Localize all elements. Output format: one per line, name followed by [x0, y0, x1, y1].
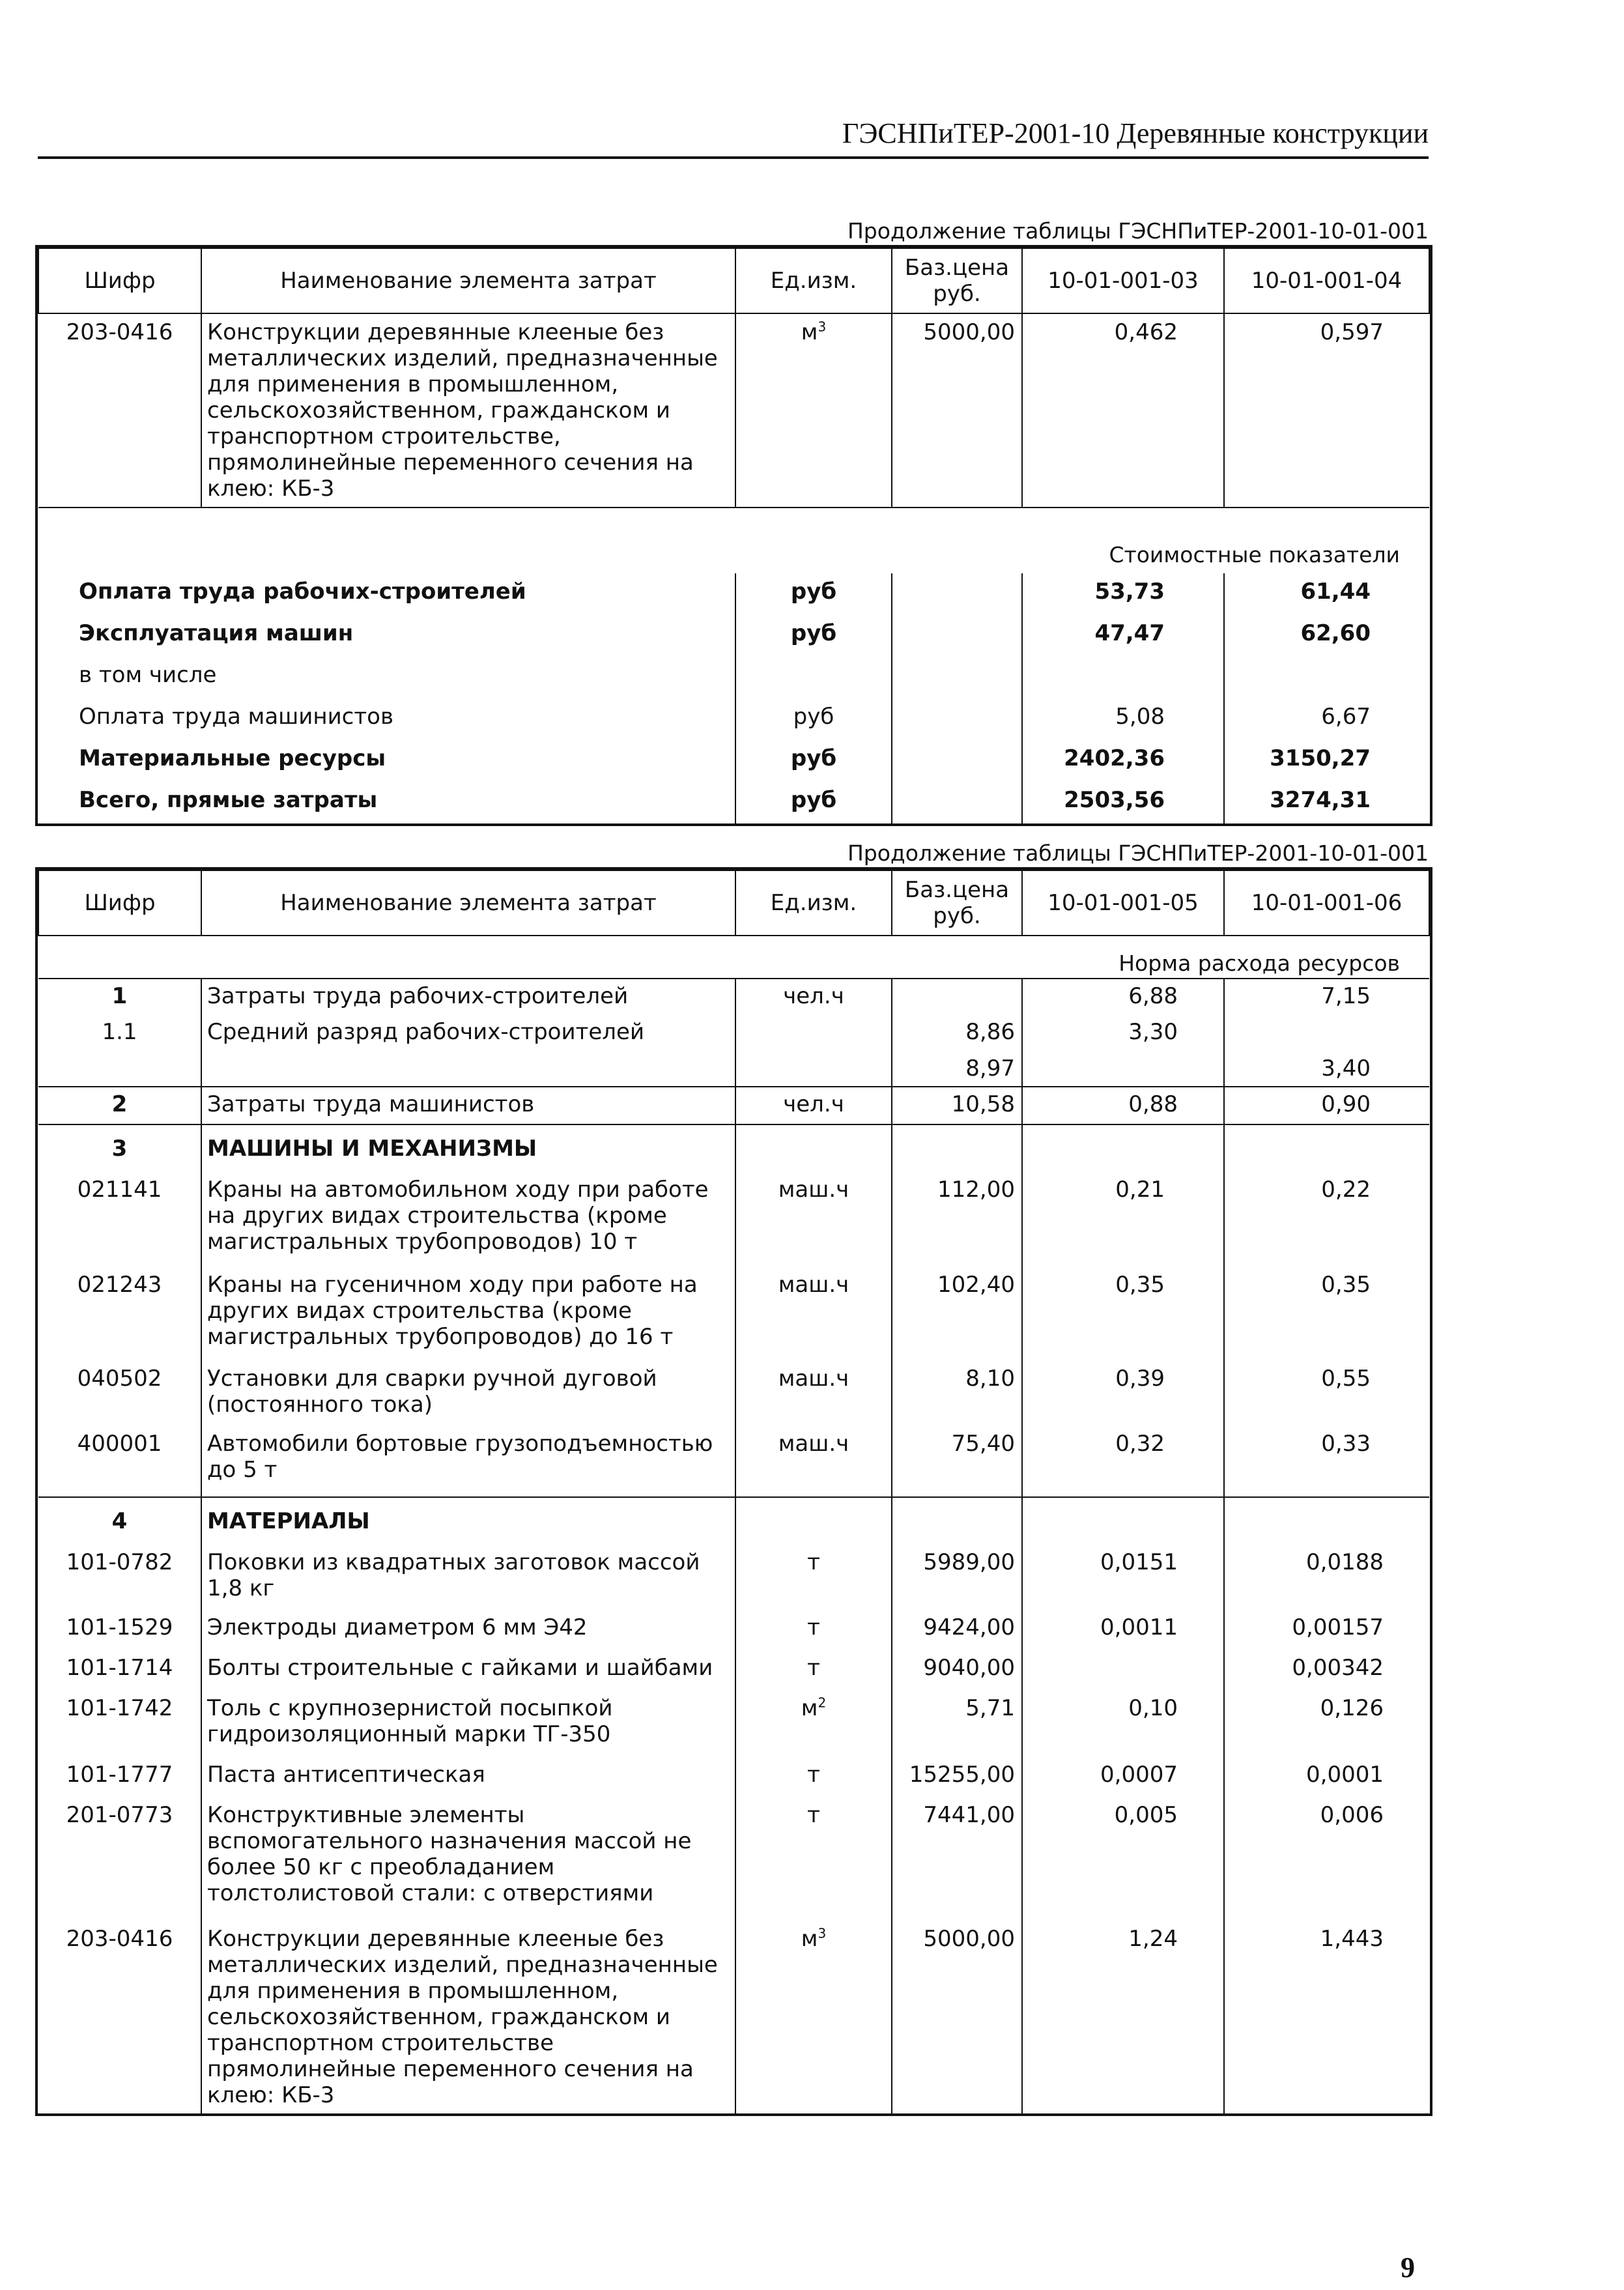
running-head: ГЭСНПиТЕР-2001-10 Деревянные конструкции [38, 111, 1429, 159]
table-row [38, 698, 1429, 740]
row-v1: 3,30 [1022, 1015, 1224, 1052]
row-price: 112,00 [892, 1171, 1022, 1267]
unit-superscript: 3 [818, 1925, 827, 1941]
row-v2: 0,0188 [1224, 1544, 1429, 1609]
row-price: 102,40 [892, 1267, 1022, 1360]
table-row [38, 979, 1429, 1015]
row-v1: 0,0151 [1022, 1544, 1224, 1609]
row-v1 [1022, 1650, 1224, 1690]
row-code: 201-0773 [66, 1802, 173, 1828]
row-name: Установки для сварки ручной дуговой (постоянного тока) [201, 1360, 735, 1425]
row-price: 8,97 [892, 1052, 1022, 1087]
empty-cell [1224, 1497, 1429, 1544]
table2-header-row [38, 870, 1429, 936]
row-code: 1.1 [102, 1019, 137, 1045]
table-row [38, 1756, 1429, 1797]
page-number: 9 [1401, 2252, 1415, 2283]
row-v2: 7,15 [1224, 979, 1429, 1015]
cost-unit: руб [735, 740, 892, 782]
unit-text: т [807, 1655, 820, 1681]
cost-label: в том числе [79, 662, 217, 688]
row-v2: 0,597 [1224, 313, 1429, 508]
table-row [38, 1797, 1429, 1921]
row-unit: чел.ч [735, 979, 892, 1015]
row-price [892, 979, 1022, 1015]
row-v1: 0,35 [1022, 1267, 1224, 1360]
row-unit [735, 1690, 892, 1756]
cost-unit: руб [735, 782, 892, 823]
row-code: 101-0782 [66, 1549, 173, 1575]
row-name: Краны на гусеничном ходу при работе на других видах строительства (кроме магистральных трубопроводов) до 16 т [201, 1267, 735, 1360]
row-code: 203-0416 [66, 319, 173, 345]
table-row [38, 1052, 1429, 1087]
row-name: Болты строительные с гайками и шайбами [201, 1650, 735, 1690]
row-code: 021243 [77, 1272, 162, 1298]
row-price: 5000,00 [892, 313, 1022, 508]
cost-v1: 5,08 [1022, 698, 1224, 740]
row-code: 021141 [77, 1177, 162, 1203]
col-header-price: Баз.цена руб. [892, 248, 1022, 313]
cost-label: Материальные ресурсы [79, 745, 386, 771]
cost-v1: 2503,56 [1022, 782, 1224, 823]
section-row [38, 936, 1429, 979]
cost-v1: 2402,36 [1022, 740, 1224, 782]
section-title: МАТЕРИАЛЫ [201, 1497, 735, 1544]
table1-header-row [38, 248, 1429, 313]
table2 [38, 870, 1430, 2113]
empty-cell [735, 1124, 892, 1171]
row-code: 101-1529 [66, 1614, 173, 1640]
row-name: Конструкции деревянные клееные без металлических изделий, предназначенные для применения в промышленном, сельскохозяйственном, гражданском и транспортном строительстве прямолинейные переменного сечения на клею: КБ-3 [201, 1921, 735, 2113]
cost-label: Оплата труда машинистов [79, 704, 394, 730]
table-row [38, 573, 1429, 615]
row-unit [735, 1756, 892, 1797]
unit-text: т [807, 1762, 820, 1788]
table-row [38, 1921, 1429, 2113]
unit-text: м [801, 319, 818, 345]
table2-caption: Продолжение таблицы ГЭСНПиТЕР-2001-10-01-001 [847, 840, 1429, 866]
table1-caption: Продолжение таблицы ГЭСНПиТЕР-2001-10-01-001 [847, 218, 1429, 244]
cost-price [892, 740, 1022, 782]
row-v2: 0,00342 [1224, 1650, 1429, 1690]
cost-price [892, 698, 1022, 740]
row-v1: 0,32 [1022, 1425, 1224, 1497]
row-name: Толь с крупнозернистой посыпкой гидроизоляционный марки ТГ-350 [201, 1690, 735, 1756]
row-name: Затраты труда машинистов [201, 1087, 735, 1124]
unit-text: м [801, 1695, 818, 1721]
cost-unit: руб [735, 573, 892, 615]
section-code: 3 [111, 1136, 128, 1162]
row-code: 2 [38, 1087, 201, 1124]
row-name: Автомобили бортовые грузоподъемностью до 5 т [201, 1425, 735, 1497]
row-name: Конструктивные элементы вспомогательного назначения массой не более 50 кг с преобладанием толстолистовой стали: с отверстиями [201, 1797, 735, 1921]
col-header-price: Баз.цена руб. [892, 870, 1022, 936]
col-header-code: Шифр [38, 248, 201, 313]
cost-v2: 3150,27 [1224, 740, 1429, 782]
row-name: Конструкции деревянные клееные без металлических изделий, предназначенные для применения в промышленном, сельскохозяйственном, гражданском и транспортном строительстве, прямолинейные переменного сечения на клею: КБ-3 [201, 313, 735, 508]
row-unit [735, 1544, 892, 1609]
cost-unit: руб [735, 615, 892, 657]
unit-text: т [807, 1614, 820, 1640]
section-label: Стоимостные показатели [38, 508, 1429, 573]
table1 [38, 248, 1430, 823]
row-code: 400001 [38, 1425, 201, 1497]
row-v1: 0,10 [1022, 1690, 1224, 1756]
row-v2: 0,00157 [1224, 1609, 1429, 1650]
section-title: МАШИНЫ И МЕХАНИЗМЫ [201, 1124, 735, 1171]
cost-price [892, 615, 1022, 657]
table-row [38, 1609, 1429, 1650]
table-row [38, 1015, 1429, 1052]
row-v1: 0,39 [1022, 1360, 1224, 1425]
table-row [38, 1087, 1429, 1124]
cost-price [892, 573, 1022, 615]
cost-label: Оплата труда рабочих-строителей [79, 579, 526, 605]
row-price: 9424,00 [892, 1609, 1022, 1650]
row-unit: чел.ч [735, 1087, 892, 1124]
row-v1: 0,462 [1022, 313, 1224, 508]
row-v1 [1022, 1052, 1224, 1087]
empty-cell [892, 1124, 1022, 1171]
empty-cell [1224, 1124, 1429, 1171]
table-row [38, 615, 1429, 657]
cost-price [892, 782, 1022, 823]
row-name: Паста антисептическая [201, 1756, 735, 1797]
table-row [38, 657, 1429, 698]
unit-superscript: 2 [818, 1695, 827, 1711]
cost-unit [735, 657, 892, 698]
cost-unit: руб [735, 698, 892, 740]
row-price: 9040,00 [892, 1650, 1022, 1690]
row-name: Затраты труда рабочих-строителей [201, 979, 735, 1015]
row-v2: 0,33 [1224, 1425, 1429, 1497]
row-v1: 0,005 [1022, 1797, 1224, 1921]
table-row [38, 1124, 1429, 1171]
row-unit: маш.ч [735, 1171, 892, 1267]
table-row [38, 1425, 1429, 1497]
cost-v1: 47,47 [1022, 615, 1224, 657]
empty-cell [735, 1497, 892, 1544]
cost-label: Эксплуатация машин [79, 620, 354, 646]
col-header-v2: 10-01-001-06 [1224, 870, 1429, 936]
row-name: Поковки из квадратных заготовок массой 1,8 кг [201, 1544, 735, 1609]
row-unit: маш.ч [735, 1267, 892, 1360]
row-price: 8,10 [892, 1360, 1022, 1425]
row-v2: 3,40 [1224, 1052, 1429, 1087]
row-v2: 0,22 [1224, 1171, 1429, 1267]
row-v2: 0,0001 [1224, 1756, 1429, 1797]
cost-v2: 6,67 [1224, 698, 1429, 740]
col-header-v1: 10-01-001-03 [1022, 248, 1224, 313]
row-unit: маш.ч [735, 1425, 892, 1497]
row-code [38, 1052, 201, 1087]
cost-v1 [1022, 657, 1224, 698]
cost-v2 [1224, 657, 1429, 698]
row-v1: 1,24 [1022, 1921, 1224, 2113]
unit-text: т [807, 1802, 820, 1828]
row-v2: 0,006 [1224, 1797, 1429, 1921]
row-unit [735, 1797, 892, 1921]
section-row [38, 508, 1429, 573]
row-price: 5000,00 [892, 1921, 1022, 2113]
cost-v2: 3274,31 [1224, 782, 1429, 823]
row-price: 75,40 [892, 1425, 1022, 1497]
row-price: 8,86 [892, 1015, 1022, 1052]
row-v2 [1224, 1015, 1429, 1052]
section-code: 4 [111, 1508, 128, 1534]
row-price: 10,58 [892, 1087, 1022, 1124]
row-unit [735, 313, 892, 508]
empty-cell [1022, 1497, 1224, 1544]
row-price: 5,71 [892, 1690, 1022, 1756]
col-header-v2: 10-01-001-04 [1224, 248, 1429, 313]
row-name: Краны на автомобильном ходу при работе на других видах строительства (кроме магистральных трубопроводов) 10 т [201, 1171, 735, 1267]
row-v2: 0,126 [1224, 1690, 1429, 1756]
row-price: 5989,00 [892, 1544, 1022, 1609]
col-header-name: Наименование элемента затрат [201, 870, 735, 936]
row-v2: 0,90 [1224, 1087, 1429, 1124]
col-header-code: Шифр [38, 870, 201, 936]
row-code: 1 [111, 983, 128, 1009]
table-row [38, 1360, 1429, 1425]
row-v1: 0,21 [1022, 1171, 1224, 1267]
row-v1: 6,88 [1022, 979, 1224, 1015]
cost-v2: 62,60 [1224, 615, 1429, 657]
row-unit: маш.ч [735, 1360, 892, 1425]
row-code: 040502 [77, 1366, 162, 1392]
table-row [38, 1267, 1429, 1360]
col-header-unit: Ед.изм. [735, 870, 892, 936]
row-name: Электроды диаметром 6 мм Э42 [201, 1609, 735, 1650]
row-v1: 0,0007 [1022, 1756, 1224, 1797]
table-row [38, 1650, 1429, 1690]
row-name [201, 1052, 735, 1087]
table-row [38, 1171, 1429, 1267]
row-v2: 0,55 [1224, 1360, 1429, 1425]
cost-v1: 53,73 [1022, 573, 1224, 615]
row-unit [735, 1650, 892, 1690]
cost-label: Всего, прямые затраты [79, 787, 378, 813]
col-header-unit: Ед.изм. [735, 248, 892, 313]
row-price: 7441,00 [892, 1797, 1022, 1921]
row-code: 101-1714 [66, 1655, 173, 1681]
unit-superscript: 3 [818, 319, 827, 335]
unit-text: м [801, 1926, 818, 1952]
unit-text: т [807, 1549, 820, 1575]
row-code: 101-1742 [66, 1695, 173, 1721]
col-header-v1: 10-01-001-05 [1022, 870, 1224, 936]
empty-cell [1022, 1124, 1224, 1171]
row-unit [735, 1921, 892, 2113]
row-name: Средний разряд рабочих-строителей [201, 1015, 735, 1052]
section-label: Норма расхода ресурсов [38, 936, 1429, 979]
cost-v2: 61,44 [1224, 573, 1429, 615]
row-unit [735, 1052, 892, 1087]
row-code: 203-0416 [66, 1926, 173, 1952]
table-row [38, 1690, 1429, 1756]
row-code: 101-1777 [66, 1762, 173, 1788]
row-v1: 0,88 [1022, 1087, 1224, 1124]
row-unit [735, 1609, 892, 1650]
table-row [38, 1497, 1429, 1544]
cost-price [892, 657, 1022, 698]
table-row [38, 313, 1429, 508]
row-v2: 0,35 [1224, 1267, 1429, 1360]
empty-cell [892, 1497, 1022, 1544]
table-row [38, 1544, 1429, 1609]
row-unit [735, 1015, 892, 1052]
row-v1: 0,0011 [1022, 1609, 1224, 1650]
row-v2: 1,443 [1224, 1921, 1429, 2113]
table-row [38, 740, 1429, 782]
row-price: 15255,00 [892, 1756, 1022, 1797]
col-header-name: Наименование элемента затрат [201, 248, 735, 313]
table-row [38, 782, 1429, 823]
